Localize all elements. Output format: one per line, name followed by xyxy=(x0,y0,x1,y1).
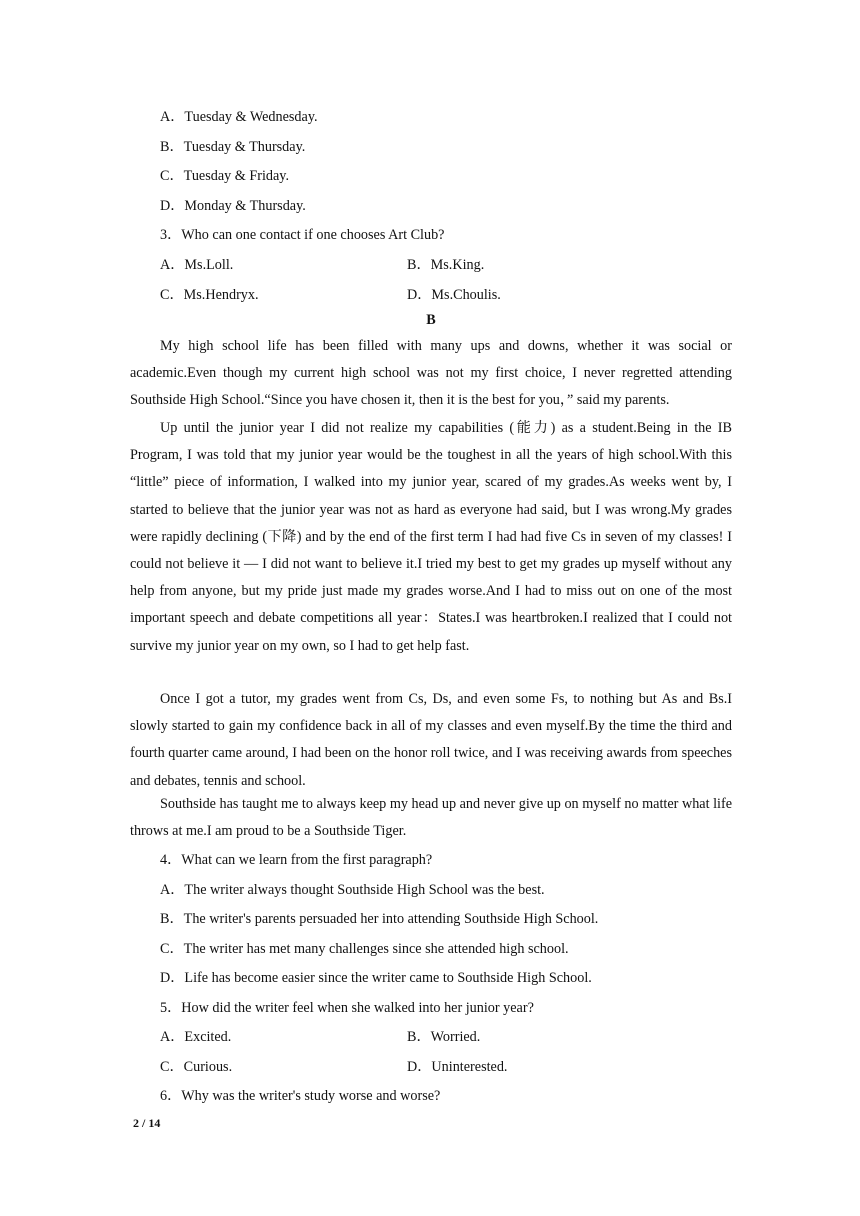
passage-paragraph-1 xyxy=(130,333,732,415)
q6-question: 6．Why was the writer's study worse and worse? xyxy=(160,1088,441,1104)
q4-option-d: D．Life has become easier since the writer came to Southside High School. xyxy=(160,970,592,986)
q2-option-a: A．Tuesday & Wednesday. xyxy=(160,109,318,125)
q3-question: 3．Who can one contact if one chooses Art Club? xyxy=(160,227,445,243)
q3-option-c: C．Ms.Hendryx. xyxy=(160,287,259,303)
passage-text-2: Up until the junior year I did not realize my capabilities (能力) as a student.Being in the IB Program, I was told that my junior year would be the toughest in all the years of high school.With this “little” piece of information, I walked into my junior year, scared of my grades.As weeks went by, I started to believe that the junior year was not as hard as everyone had said, but I was wrong.My grades were rapidly declining (下降) and by the end of the first term I had had five Cs in seven of my classes! I could not believe it — I did not want to believe it.I tried my best to get my grades up myself without any help from anyone, but my pride just made my grades worse.And I had to miss out on one of the most important speech and debate competitions all year：States.I was heartbroken.I realized that I could not survive my junior year on my own, so I had to get help fast. xyxy=(130,420,732,654)
q4-option-c: C．The writer has met many challenges since she attended high school. xyxy=(160,941,569,957)
q2-option-b: B．Tuesday & Thursday. xyxy=(160,139,306,155)
passage-paragraph-3 xyxy=(130,686,732,795)
passage-text-3: Once I got a tutor, my grades went from Cs, Ds, and even some Fs, to nothing but As and Bs.I slowly started to gain my confidence back in all of my classes and even myself.By the time the third and fourth quarter came around, I had been on the honor roll twice, and I was receiving awards from speeches and debates, tennis and school. xyxy=(130,691,732,789)
q4-option-a: A．The writer always thought Southside High School was the best. xyxy=(160,882,545,898)
q5-option-b: B．Worried. xyxy=(407,1029,481,1045)
page-number: 2 / 14 xyxy=(133,1116,161,1130)
passage-text-1: My high school life has been filled with many ups and downs, whether it was social or academic.Even though my current high school was not my first choice, I never regretted attending Southside High School.“Since you have chosen it, then it is the best for you，” said my parents. xyxy=(130,338,732,409)
section-label: B xyxy=(426,312,436,328)
passage-paragraph-4 xyxy=(130,791,732,845)
q5-option-a: A．Excited. xyxy=(160,1029,232,1045)
q4-option-b: B．The writer's parents persuaded her into attending Southside High School. xyxy=(160,911,599,927)
q2-option-c: C．Tuesday & Friday. xyxy=(160,168,290,184)
q3-option-b: B．Ms.King. xyxy=(407,257,485,273)
q3-option-d: D．Ms.Choulis. xyxy=(407,287,501,303)
q5-question: 5．How did the writer feel when she walked into her junior year? xyxy=(160,1000,534,1016)
q5-option-d: D．Uninterested. xyxy=(407,1059,508,1075)
q3-option-a: A．Ms.Loll. xyxy=(160,257,234,273)
q4-question: 4．What can we learn from the first paragraph? xyxy=(160,852,433,868)
q2-option-d: D．Monday & Thursday. xyxy=(160,198,306,214)
passage-text-4: Southside has taught me to always keep my head up and never give up on myself no matter what life throws at me.I am proud to be a Southside Tiger. xyxy=(130,796,732,840)
passage-paragraph-2 xyxy=(130,415,732,660)
q5-option-c: C．Curious. xyxy=(160,1059,233,1075)
